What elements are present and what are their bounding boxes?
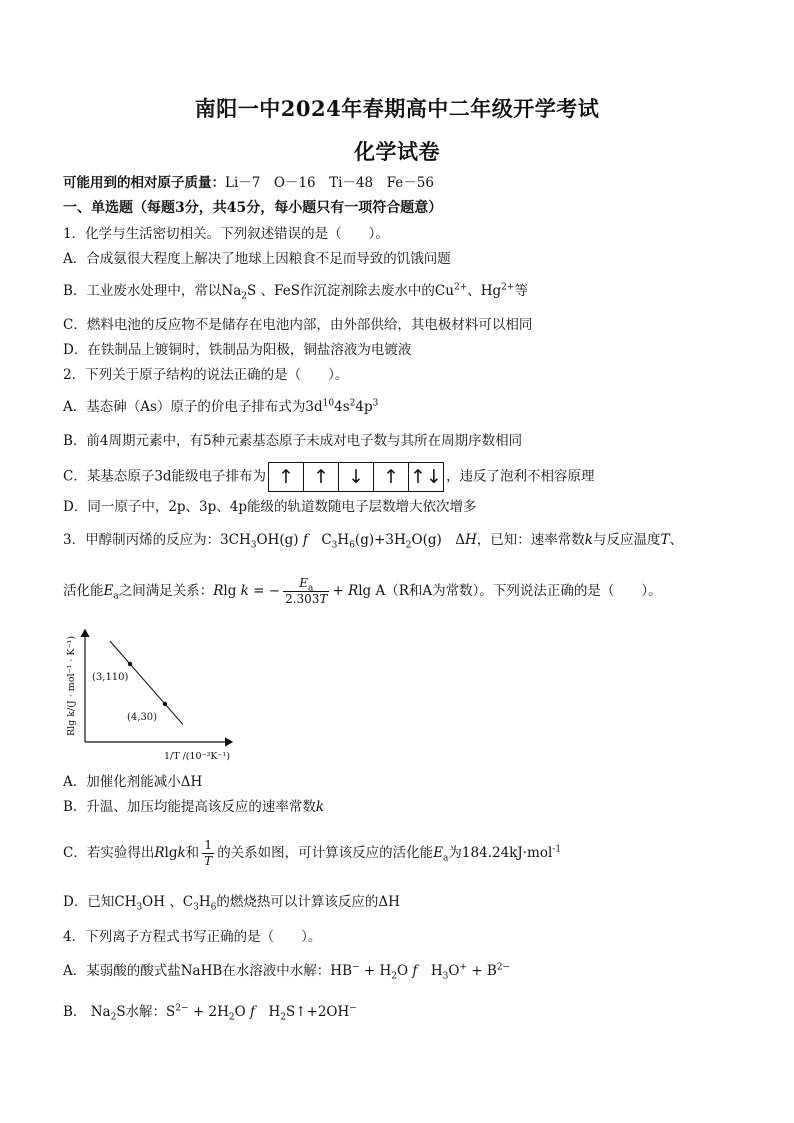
q4-stem: 4．下列离子方程式书写正确的是（ ）。 [63, 929, 322, 945]
exam-subtitle: 化学试卷 [354, 139, 440, 164]
x-axis-label: 1/T /(10⁻³K⁻¹) [164, 751, 231, 762]
q4-option-a: A．某弱酸的酸式盐NaHB在水溶液中水解：$HB^- + H_2O$ f $H_3O^+ + B^{2-}$ [63, 962, 511, 982]
q1-option-d: D．在铁制品上镀铜时，铁制品为阳极，铜盐溶液为电镀液 [63, 342, 412, 358]
q3-option-b: B．升温、加压均能提高该反应的速率常数k [63, 799, 325, 815]
q3-option-d: D．已知$CH_3OH$ 、$C_3H_6$的燃烧热可以计算该反应的ΔH [63, 894, 400, 913]
q3-stem: 3．甲醇制丙烯的反应为：$3CH_3OH(g)$ f $C_3H_6(g)+3H_2O(g)$ ΔH，已知：速率常数k与反应温度T、 [63, 532, 683, 551]
q3-option-c: C．若实验得出Rlgk和 $\frac{1}{T}$ 的关系如图，可计算该反应的活化能$E_a$为184.24kJ·mol$^{-1}$ [63, 838, 562, 868]
q2-option-d: D．同一原子中，2p、3p、4p能级的轨道数随电子层数增大依次增多 [63, 499, 477, 515]
orbital-box: ↑↓ [410, 466, 442, 488]
orbital-diagram [268, 462, 444, 492]
q2-option-b: B．前4周期元素中，有5种元素基态原子未成对电子数与其所在周期序数相同 [63, 433, 523, 449]
q2-stem: 2．下列关于原子结构的说法正确的是（ ）。 [63, 367, 349, 383]
y-axis-label: Rlg k/(J · mol⁻¹ · K⁻¹) [66, 635, 77, 737]
atomic-masses-line [63, 174, 434, 192]
data-point [128, 662, 132, 666]
orbital-box: ↓ [339, 463, 374, 491]
q1-stem: 1．化学与生活密切相关。下列叙述错误的是（ ）。 [63, 226, 389, 242]
data-point-label: (3,110) [92, 672, 129, 683]
q3-option-a: A．加催化剂能减小ΔH [63, 774, 203, 790]
q4-option-b: B． $Na_2S$水解：$S^{2-} + 2H_2O$ f $H_2S↑+2OH^-$ [63, 1003, 357, 1023]
q1-option-b: B．工业废水处理中，常以$Na_2S$ 、FeS作沉淀剂除去废水中的$Cu^{2+}$、$Hg^{2+}$等 [63, 282, 528, 302]
q2-option-c: C．某基态原子3d能级电子排布为 ↑ ↑ ↓ ↑ ↑↓ ，违反了泡利不相容原理 [63, 462, 595, 492]
orbital-box: ↑ [304, 463, 339, 491]
orbital-box: ↑ [374, 463, 409, 491]
q2-option-a: A．基态砷（As）原子的价电子排布式为$3d^{10}4s^24p^3$ [63, 398, 379, 415]
data-point [163, 702, 167, 706]
q1-option-a: A．合成氨很大程度上解决了地球上因粮食不足而导致的饥饿问题 [63, 251, 451, 267]
section-heading: 一、单选题（每题3分，共45分，每小题只有一项符合题意） [63, 200, 443, 216]
q3-formula-line: 活化能$E_a$之间满足关系：Rlg k = − $\frac{E_a}{2.303T}$ + Rlg A（R和A为常数）。下列说法正确的是（ ）。 [63, 576, 662, 606]
exam-title: 南阳一中2024年春期高中二年级开学考试 [194, 96, 600, 121]
rlgk-vs-inverse-t-chart [60, 626, 240, 766]
orbital-box: ↑ [269, 463, 304, 491]
atomic-masses-values: Li－7 O－16 Ti－48 Fe－56 [225, 175, 434, 191]
atomic-masses-label: 可能用到的相对原子质量： [63, 175, 225, 191]
data-point-label: (4,30) [127, 712, 158, 723]
q1-option-c: C．燃料电池的反应物不是储存在电池内部，由外部供给，其电极材料可以相同 [63, 317, 533, 333]
